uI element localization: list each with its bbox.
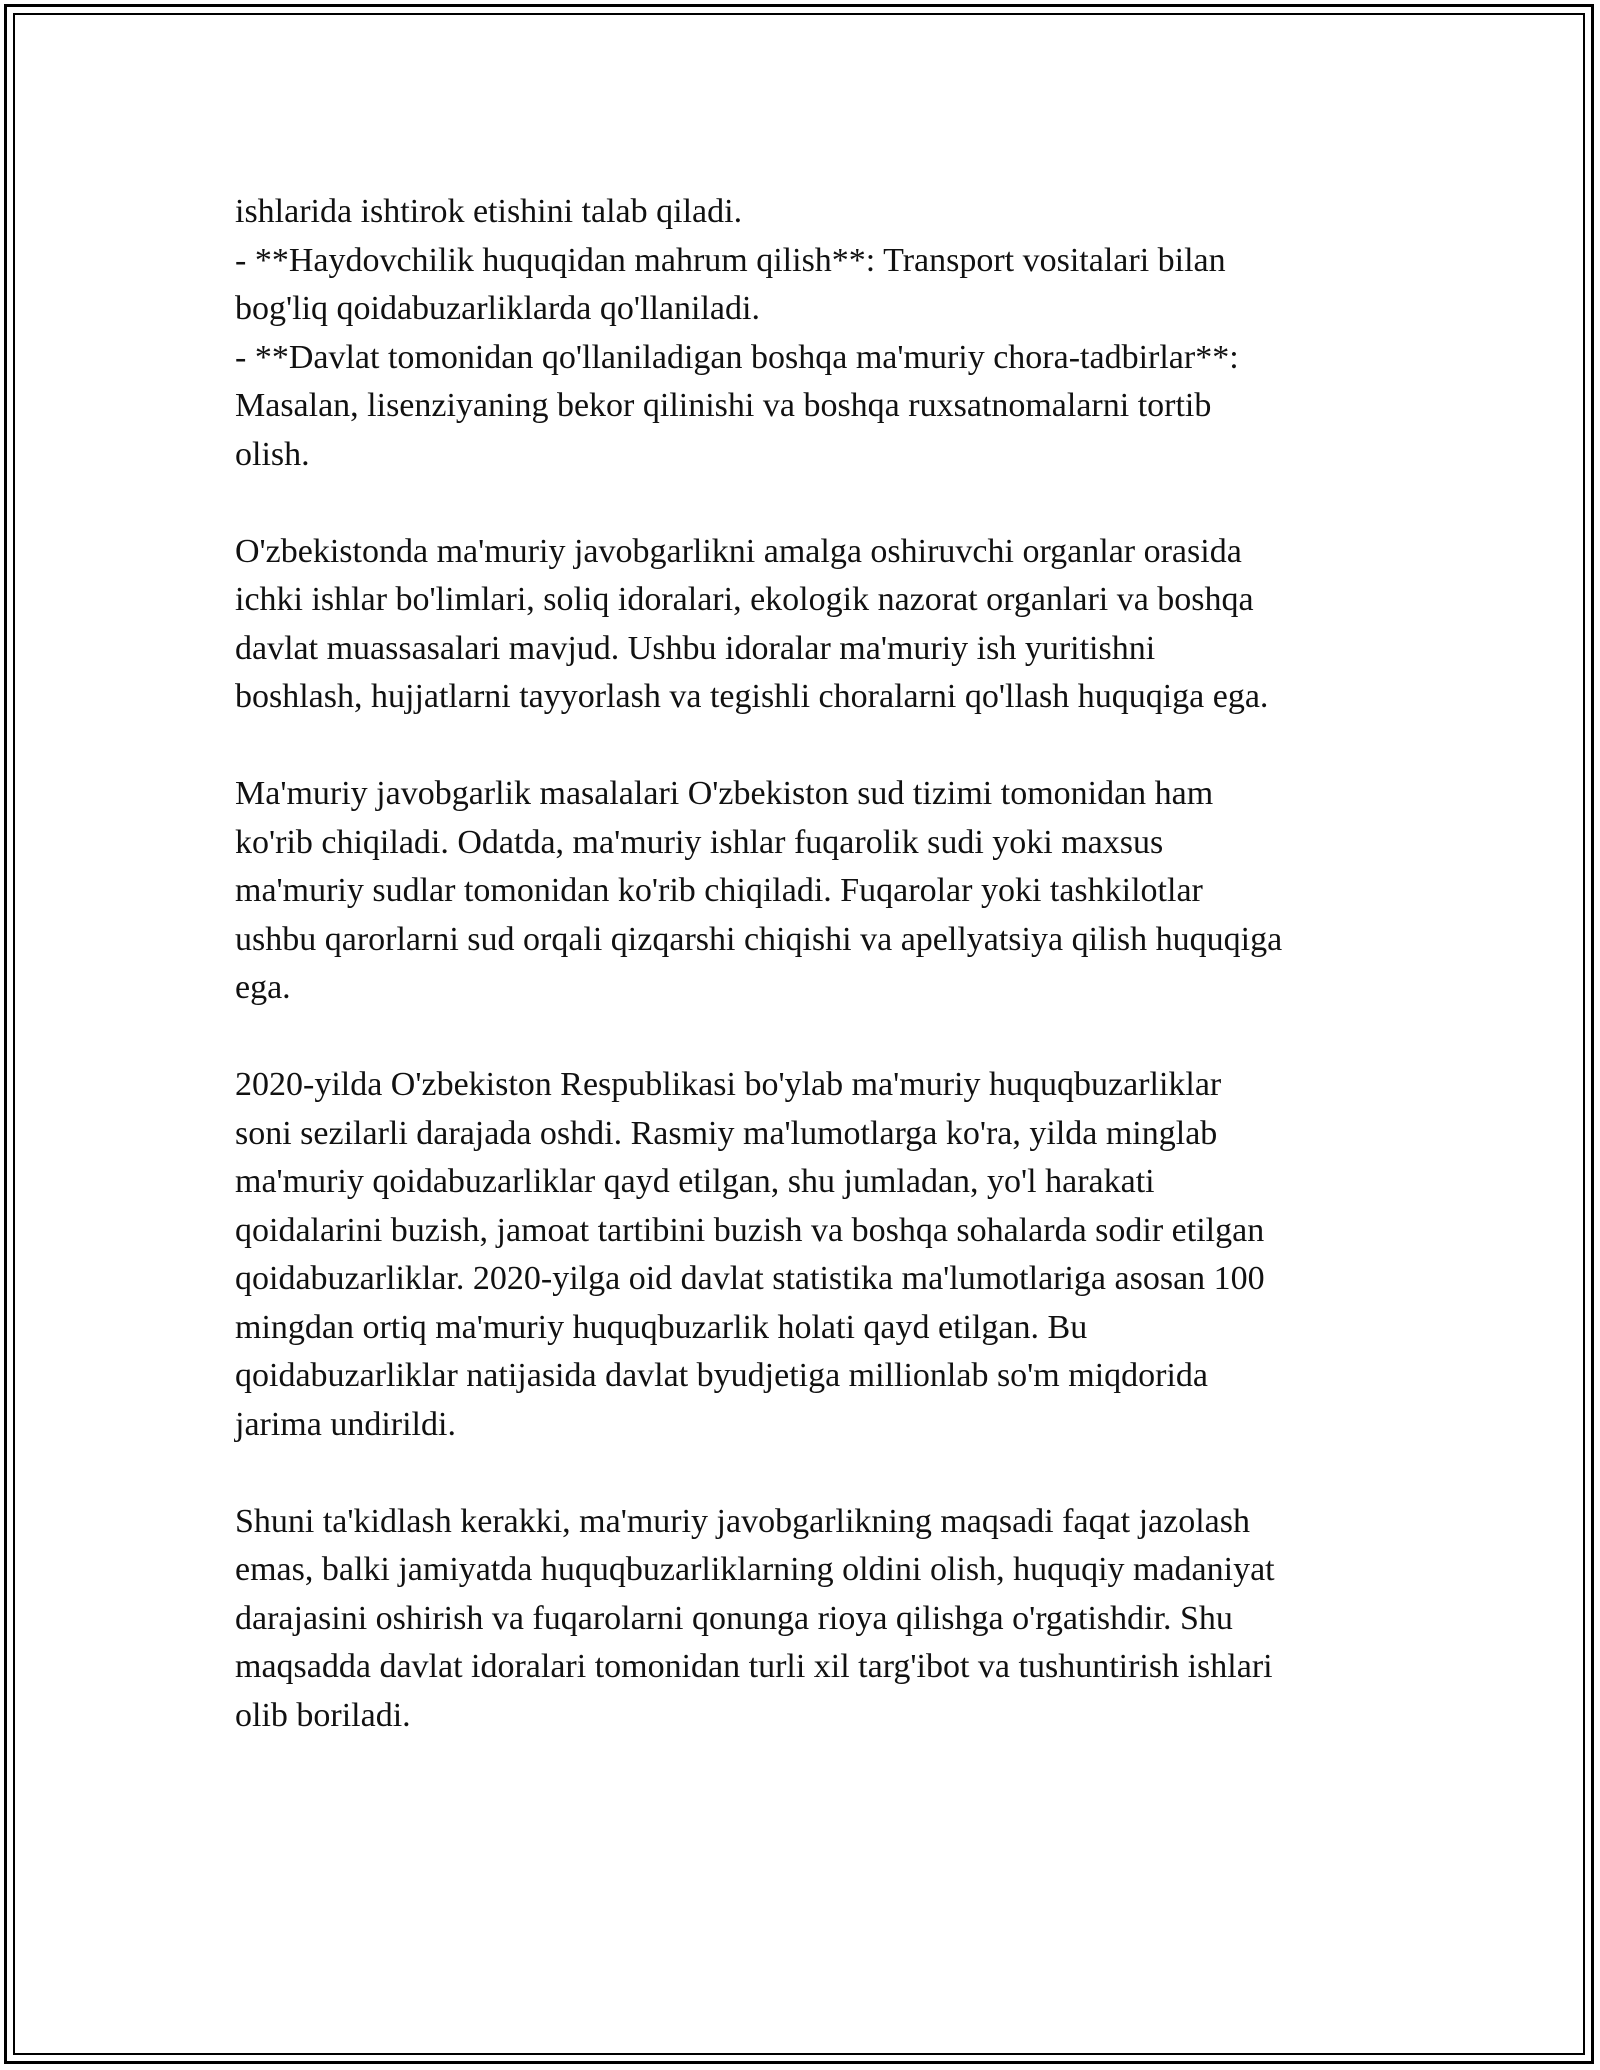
text-line: maqsadda davlat idoralari tomonidan turli xil targ'ibot va tushuntirish ishlari	[235, 1648, 1273, 1685]
paragraph-statistics-2020	[235, 1061, 1375, 1449]
paragraph-authorities	[235, 528, 1375, 722]
text-line: ega.	[235, 969, 291, 1006]
text-line: Ma'muriy javobgarlik masalalari O'zbekiston sud tizimi tomonidan ham	[235, 775, 1214, 812]
paragraph-purpose	[235, 1498, 1375, 1741]
text-line: qoidabuzarliklar natijasida davlat byudjetiga millionlab so'm miqdorida	[235, 1357, 1209, 1394]
text-line: bog'liq qoidabuzarliklarda qo'llaniladi.	[235, 290, 760, 327]
text-line: 2020-yilda O'zbekiston Respublikasi bo'ylab ma'muriy huquqbuzarliklar	[235, 1066, 1222, 1103]
text-line: boshlash, hujjatlarni tayyorlash va tegishli choralarni qo'llash huquqiga ega.	[235, 678, 1269, 715]
text-line: olib boriladi.	[235, 1696, 411, 1734]
text-line: olish.	[235, 435, 310, 473]
text-line: ko'rib chiqiladi. Odatda, ma'muriy ishlar fuqarolik sudi yoki maxsus	[235, 823, 1164, 861]
text-line: O'zbekistonda ma'muriy javobgarlikni amalga oshiruvchi organlar orasida	[235, 532, 1242, 570]
text-line: ishlarida ishtirok etishini talab qiladi.	[235, 193, 743, 230]
document-body	[235, 188, 1375, 1740]
text-line: mingdan ortiq ma'muriy huquqbuzarlik holati qayd etilgan. Bu	[235, 1308, 1088, 1346]
text-line: ushbu qarorlarni sud orqali qizqarshi chiqishi va apellyatsiya qilish huquqiga	[235, 920, 1283, 958]
text-line: soni sezilarli darajada oshdi. Rasmiy ma'lumotlarga ko'ra, yilda minglab	[235, 1114, 1218, 1152]
text-line: emas, balki jamiyatda huquqbuzarliklarning oldini olish, huquqiy madaniyat	[235, 1551, 1275, 1588]
paragraph-court-system	[235, 770, 1375, 1013]
text-line: ma'muriy qoidabuzarliklar qayd etilgan, shu jumladan, yo'l harakati	[235, 1163, 1155, 1200]
text-line: darajasini oshirish va fuqarolarni qonunga rioya qilishga o'rgatishdir. Shu	[235, 1599, 1233, 1637]
text-line: Shuni ta'kidlash kerakki, ma'muriy javobgarlikning maqsadi faqat jazolash	[235, 1502, 1251, 1540]
text-line: - **Haydovchilik huquqidan mahrum qilish**: Transport vositalari bilan	[235, 241, 1226, 279]
text-line: qoidalarini buzish, jamoat tartibini buzish va boshqa sohalarda sodir etilgan	[235, 1211, 1265, 1249]
text-line: - **Davlat tomonidan qo'llaniladigan boshqa ma'muriy chora-tadbirlar**:	[235, 338, 1239, 376]
text-line: ichki ishlar bo'limlari, soliq idoralari, ekologik nazorat organlari va boshqa	[235, 581, 1254, 618]
text-line: Masalan, lisenziyaning bekor qilinishi va boshqa ruxsatnomalarni tortib	[235, 387, 1212, 424]
text-line: jarima undirildi.	[235, 1405, 456, 1443]
text-line: qoidabuzarliklar. 2020-yilga oid davlat statistika ma'lumotlariga asosan 100	[235, 1260, 1265, 1297]
text-line: davlat muassasalari mavjud. Ushbu idoralar ma'muriy ish yuritishni	[235, 629, 1156, 667]
text-line: ma'muriy sudlar tomonidan ko'rib chiqiladi. Fuqarolar yoki tashkilotlar	[235, 872, 1203, 909]
paragraph-penalties-list	[235, 188, 1375, 479]
